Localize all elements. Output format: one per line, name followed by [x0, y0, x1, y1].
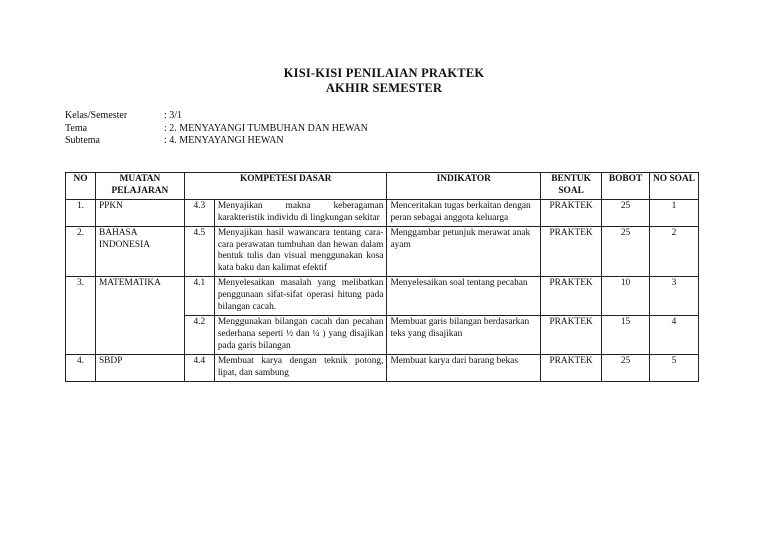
cell-muatan: MATEMATIKA [95, 277, 184, 354]
meta-label: Kelas/Semester [65, 110, 128, 121]
table-row [66, 277, 699, 316]
cell-muatan: SBDP [95, 354, 184, 381]
meta-subtema [65, 135, 284, 148]
cell-indikator: Membuat karya dari barang bekas [387, 354, 541, 381]
cell-bentuk-soal: PRAKTEK [541, 226, 602, 277]
cell-kd-number: 4.3 [184, 199, 214, 226]
header-indikator: INDIKATOR [387, 173, 541, 200]
cell-no-soal: 1 [650, 199, 699, 226]
table-row [66, 354, 699, 381]
cell-kompetensi-dasar: Menyelesaikan masalah yang melibatkan penggunaan sifat-sifat operasi hitung pada bilangan cacah. [214, 277, 387, 316]
cell-kompetensi-dasar: Menyajikan hasil wawancara tentang cara-cara perawatan tumbuhan dan hewan dalam bentuk tulis dan visual menggunakan kosa kata baku dan kalimat efektif [214, 226, 387, 277]
cell-kompetensi-dasar: Menyajikan makna keberagaman karakteristik individu di lingkungan sekitar [214, 199, 387, 226]
document-title: KISI-KISI PENILAIAN PRAKTEK [283, 66, 485, 80]
cell-no-soal: 3 [650, 277, 699, 316]
cell-no-soal: 4 [650, 315, 699, 354]
cell-bobot: 25 [602, 354, 650, 381]
cell-muatan: PPKN [95, 199, 184, 226]
cell-kd-number: 4.2 [184, 315, 214, 354]
header-bobot: BOBOT [602, 173, 650, 200]
meta-value: : 4. MENYAYANGI HEWAN [164, 135, 284, 146]
cell-kompetensi-dasar: Membuat karya dengan teknik potong, lipat, dan sambung [214, 354, 387, 381]
cell-kd-number: 4.4 [184, 354, 214, 381]
kisi-kisi-table [65, 172, 699, 382]
header-muatan: MUATAN PELAJARAN [95, 173, 184, 200]
cell-indikator: Menceritakan tugas berkaitan dengan peran sebagai anggota keluarga [387, 199, 541, 226]
cell-indikator: Membuat garis bilangan berdasarkan teks yang disajikan [387, 315, 541, 354]
cell-no-soal: 2 [650, 226, 699, 277]
cell-no: 1. [66, 199, 96, 226]
header-bentuk-soal: BENTUK SOAL [541, 173, 602, 200]
meta-kelas-semester [65, 110, 182, 123]
table-header-row [66, 173, 699, 200]
cell-indikator: Menyelesaikan soal tentang pecahan [387, 277, 541, 316]
cell-indikator: Menggambar petunjuk merawat anak ayam [387, 226, 541, 277]
cell-kd-number: 4.1 [184, 277, 214, 316]
meta-label: Tema [65, 123, 88, 134]
table-row [66, 226, 699, 277]
header-no: NO [66, 173, 96, 200]
cell-muatan: BAHASA INDONESIA [95, 226, 184, 277]
header-no-soal: NO SOAL [650, 173, 699, 200]
cell-bentuk-soal: PRAKTEK [541, 199, 602, 226]
header-kompetensi-dasar: KOMPETESI DASAR [184, 173, 387, 200]
cell-bobot: 25 [602, 199, 650, 226]
meta-label: Subtema [65, 135, 100, 146]
cell-bentuk-soal: PRAKTEK [541, 277, 602, 316]
cell-no-soal: 5 [650, 354, 699, 381]
meta-value: : 2. MENYAYANGI TUMBUHAN DAN HEWAN [164, 123, 368, 134]
cell-bentuk-soal: PRAKTEK [541, 315, 602, 354]
cell-bobot: 25 [602, 226, 650, 277]
cell-bobot: 15 [602, 315, 650, 354]
cell-no: 3. [66, 277, 96, 354]
cell-kd-number: 4.5 [184, 226, 214, 277]
cell-kompetensi-dasar: Menggunakan bilangan cacah dan pecahan sederhana seperti ½ dan ¼ ) yang disajikan pada garis bilangan [214, 315, 387, 354]
cell-bobot: 10 [602, 277, 650, 316]
cell-bentuk-soal: PRAKTEK [541, 354, 602, 381]
cell-no: 4. [66, 354, 96, 381]
meta-tema [65, 123, 368, 136]
document-subtitle: AKHIR SEMESTER [325, 81, 443, 95]
cell-no: 2. [66, 226, 96, 277]
meta-value: : 3/1 [164, 110, 183, 121]
table-row [66, 199, 699, 226]
